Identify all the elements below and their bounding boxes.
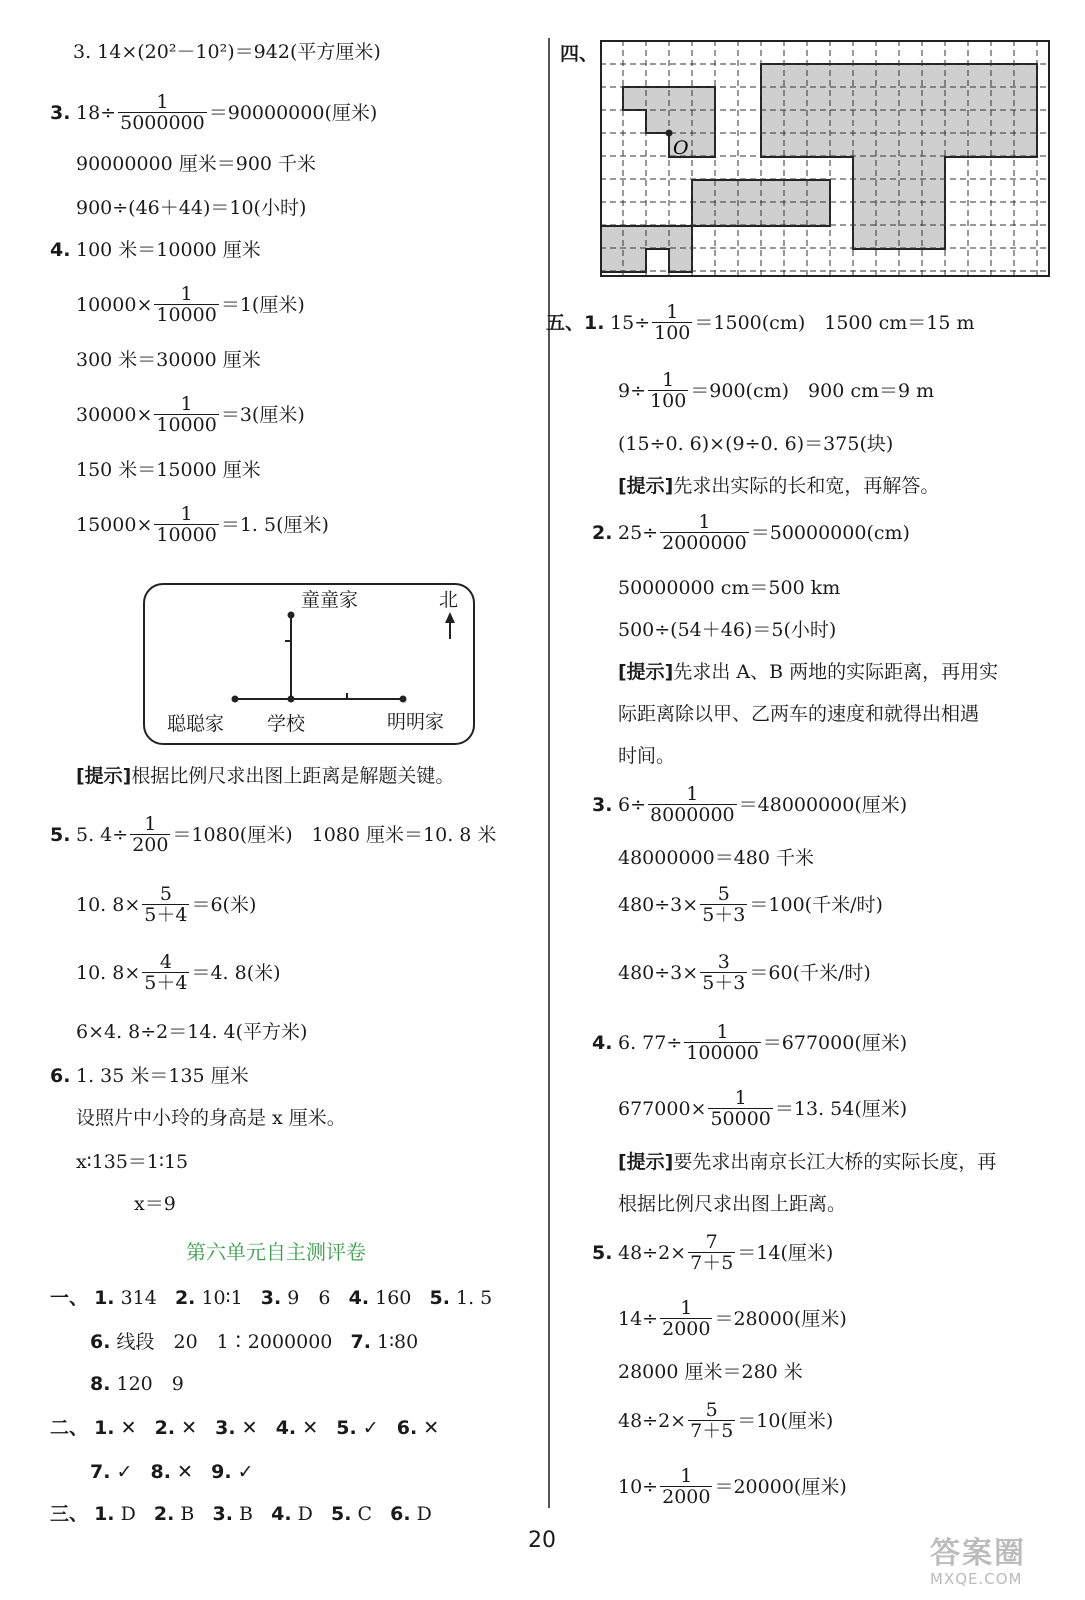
fraction xyxy=(652,302,692,343)
item-ans: ✓ xyxy=(237,1461,254,1483)
numerator: 1 xyxy=(180,283,193,305)
q5-number: 5. xyxy=(592,1241,613,1264)
denominator: 100 xyxy=(654,322,691,344)
numerator: 3 xyxy=(717,951,730,973)
numerator: 1 xyxy=(666,301,679,323)
numerator: 1 xyxy=(716,1021,729,1043)
q4-formula2 xyxy=(76,394,305,435)
fraction xyxy=(118,92,207,133)
fraction xyxy=(688,1400,735,1441)
post: ＝13. 54(厘米) xyxy=(774,1097,908,1120)
q5-formula2 xyxy=(76,884,256,925)
s1-row1 xyxy=(50,1286,492,1310)
post: ＝50000000(cm) xyxy=(750,521,910,544)
item-ans: ✕ xyxy=(177,1461,193,1483)
q3-number: 3. xyxy=(592,793,613,816)
numerator: 4 xyxy=(159,951,172,973)
item-no: 9. xyxy=(211,1461,232,1483)
post: ＝60(千米/时) xyxy=(749,961,871,984)
hint-q1 xyxy=(618,474,939,498)
fraction xyxy=(154,504,218,545)
line-area: 3. 14×(20²－10²)＝942(平方厘米) xyxy=(73,41,381,63)
numerator: 5 xyxy=(717,883,730,905)
q4-text: 100 米＝10000 厘米 xyxy=(76,239,261,261)
q5r-line3: 28000 厘米＝280 米 xyxy=(618,1361,803,1383)
fraction xyxy=(660,1298,712,1339)
item-ans: B xyxy=(180,1503,195,1525)
fraction xyxy=(648,784,737,825)
q5r-formula4 xyxy=(618,1466,847,1507)
post: ＝6(米) xyxy=(191,893,257,916)
denominator: 5000000 xyxy=(120,112,205,134)
q3r-line2: 48000000＝480 千米 xyxy=(618,847,815,869)
pre: 10. 8× xyxy=(76,893,141,916)
post: ＝20000(厘米) xyxy=(714,1475,847,1498)
hint-q4r-line2: 根据比例尺求出图上距离。 xyxy=(618,1193,847,1215)
label-mingming-home: 明明家 xyxy=(387,711,445,733)
denominator: 7＋5 xyxy=(690,1420,734,1442)
q3-formula xyxy=(50,92,377,133)
denominator: 5＋3 xyxy=(702,904,746,926)
item-no: 4. xyxy=(271,1503,292,1525)
item-no: 7. xyxy=(350,1331,371,1353)
item-no: 8. xyxy=(90,1373,111,1395)
q5-number: 5. xyxy=(50,823,71,846)
q3-number: 3. xyxy=(50,101,71,124)
hint-text: 根据比例尺求出图上距离是解题关键。 xyxy=(131,765,455,787)
numerator: 5 xyxy=(705,1399,718,1421)
denominator: 10000 xyxy=(156,414,217,436)
q3-line2: 90000000 厘米＝900 千米 xyxy=(76,153,317,175)
numerator: 1 xyxy=(180,503,193,525)
label-school: 学校 xyxy=(267,713,306,735)
item-no: 6. xyxy=(390,1503,411,1525)
q3-post: ＝90000000(厘米) xyxy=(208,101,378,124)
denominator: 10000 xyxy=(156,304,217,326)
item-ans: 314 xyxy=(120,1287,157,1309)
origin-point xyxy=(666,130,673,137)
item-no: 5. xyxy=(336,1417,357,1439)
q3-pre: 18÷ xyxy=(76,101,117,124)
map-diagram xyxy=(143,583,475,745)
post: ＝900(cm) 900 cm＝9 m xyxy=(690,379,935,402)
denominator: 7＋5 xyxy=(690,1252,734,1274)
q3-line3: 900÷(46＋44)＝10(小时) xyxy=(76,197,307,219)
label-tongtong-home: 童童家 xyxy=(301,589,359,611)
label-congcong-home: 聪聪家 xyxy=(167,713,225,735)
q6-line4: x＝9 xyxy=(134,1193,176,1215)
numerator: 5 xyxy=(159,883,172,905)
numerator: 1 xyxy=(698,511,711,533)
item-no: 2. xyxy=(154,1417,176,1439)
denominator: 5＋3 xyxy=(702,972,746,994)
numerator: 7 xyxy=(705,1231,718,1253)
s4-tag: 四、 xyxy=(560,43,599,65)
q4-line3: 300 米＝30000 厘米 xyxy=(76,349,261,371)
fraction xyxy=(660,1466,712,1507)
pre: 5. 4÷ xyxy=(76,823,129,846)
item-no: 1. xyxy=(94,1503,115,1525)
post: ＝48000000(厘米) xyxy=(738,793,908,816)
q1-number: 1. xyxy=(584,311,605,334)
fraction xyxy=(154,394,218,435)
q4-number: 4. xyxy=(50,239,71,261)
item-ans: D xyxy=(416,1503,432,1525)
denominator: 2000 xyxy=(662,1318,711,1340)
q2-line2: 50000000 cm＝500 km xyxy=(618,577,841,599)
pre: 6. 77÷ xyxy=(618,1031,683,1054)
q5-line4: 6×4. 8÷2＝14. 4(平方米) xyxy=(76,1021,308,1043)
pre: 30000× xyxy=(76,403,153,426)
q6-text: 1. 35 米＝135 厘米 xyxy=(76,1065,249,1087)
page-number: 20 xyxy=(528,1528,556,1553)
q6-number: 6. xyxy=(50,1065,71,1087)
item-no: 3. xyxy=(215,1417,236,1439)
item-ans: C xyxy=(357,1503,373,1525)
fraction xyxy=(700,884,747,925)
item-ans: ✓ xyxy=(116,1461,133,1483)
numerator: 1 xyxy=(156,91,169,113)
post: ＝1. 5(厘米) xyxy=(220,513,329,536)
pre: 14÷ xyxy=(618,1307,659,1330)
s3-tag: 三、 xyxy=(50,1503,89,1525)
origin-label: O xyxy=(673,137,689,159)
s1-tag: 一、 xyxy=(50,1287,89,1309)
denominator: 5＋4 xyxy=(144,972,188,994)
item-no: 1. xyxy=(94,1417,115,1439)
s1-row2 xyxy=(90,1330,418,1354)
item-ans: D xyxy=(297,1503,313,1525)
q2-line3: 500÷(54＋46)＝5(小时) xyxy=(618,619,837,641)
q6-line2: 设照片中小玲的身高是 x 厘米。 xyxy=(76,1107,346,1129)
post: ＝14(厘米) xyxy=(737,1241,834,1264)
s5-tag: 五、 xyxy=(546,311,585,334)
q4r-formula1 xyxy=(592,1022,907,1063)
denominator: 5＋4 xyxy=(144,904,188,926)
item-ans: 1. 5 xyxy=(456,1287,493,1309)
denominator: 200 xyxy=(132,834,169,856)
s2-row2 xyxy=(90,1460,254,1484)
item-no: 3. xyxy=(260,1287,282,1309)
q3r-formula3 xyxy=(618,952,871,993)
hint-text: 先求出实际的长和宽，再解答。 xyxy=(673,475,940,497)
denominator: 2000000 xyxy=(662,532,747,554)
hint-q4r-line1 xyxy=(618,1150,996,1174)
pre: 480÷3× xyxy=(618,961,699,984)
item-ans: B xyxy=(239,1503,253,1525)
item-ans: ✕ xyxy=(120,1417,137,1439)
pre: 15÷ xyxy=(610,311,651,334)
pre: 25÷ xyxy=(618,521,659,544)
fraction xyxy=(154,284,218,325)
pre: 9÷ xyxy=(618,379,647,402)
q5r-formula2 xyxy=(618,1298,847,1339)
fraction xyxy=(130,814,170,855)
fraction xyxy=(648,370,688,411)
item-ans: ✕ xyxy=(302,1417,319,1439)
item-no: 5. xyxy=(330,1503,352,1525)
watermark-top: 答案圈 xyxy=(930,1536,1026,1571)
numerator: 1 xyxy=(144,813,157,835)
numerator: 1 xyxy=(680,1297,693,1319)
hint-text: 先求出 A、B 两地的实际距离，再用实 xyxy=(673,661,999,683)
column-divider xyxy=(548,38,550,1508)
fraction xyxy=(660,512,749,553)
fraction xyxy=(688,1232,735,1273)
fraction xyxy=(708,1088,772,1129)
denominator: 50000 xyxy=(710,1108,771,1130)
hint-tag: [提示] xyxy=(618,661,674,683)
pre: 10000× xyxy=(76,293,153,316)
hint-q2-line2: 际距离除以甲、乙两车的速度和就得出相遇 xyxy=(618,703,980,725)
numerator: 1 xyxy=(686,783,699,805)
post: ＝1500(cm) 1500 cm＝15 m xyxy=(694,311,975,334)
denominator: 100000 xyxy=(686,1042,759,1064)
numerator: 1 xyxy=(662,369,675,391)
post: ＝1(厘米) xyxy=(220,293,305,316)
q4r-formula2 xyxy=(618,1088,907,1129)
item-ans: ✓ xyxy=(362,1417,379,1439)
numerator: 1 xyxy=(680,1465,693,1487)
item-ans: ✕ xyxy=(181,1417,198,1439)
item-ans: ✕ xyxy=(423,1417,440,1439)
item-no: 6. xyxy=(90,1331,111,1353)
s5-q1-formula2 xyxy=(618,370,934,411)
item-ans: 10∶1 xyxy=(201,1287,243,1309)
fraction xyxy=(700,952,747,993)
pre: 677000× xyxy=(618,1097,707,1120)
item-no: 5. xyxy=(429,1287,450,1309)
numerator: 1 xyxy=(734,1087,747,1109)
item-no: 4. xyxy=(275,1417,297,1439)
hint-q2-line3: 时间。 xyxy=(618,745,676,767)
fraction xyxy=(142,952,189,993)
post: ＝28000(厘米) xyxy=(714,1307,847,1330)
denominator: 8000000 xyxy=(650,804,735,826)
post: ＝4. 8(米) xyxy=(191,961,281,984)
item-no: 8. xyxy=(150,1461,171,1483)
q2-number: 2. xyxy=(592,521,613,544)
hint-tag: [提示] xyxy=(618,1151,674,1173)
q3r-formula1 xyxy=(592,784,907,825)
item-ans: 线段 20 1∶2000000 xyxy=(116,1331,333,1353)
q6-line3: x∶135＝1∶15 xyxy=(76,1151,189,1173)
post: ＝3(厘米) xyxy=(220,403,305,426)
pre: 10÷ xyxy=(618,1475,659,1498)
item-no: 3. xyxy=(212,1503,233,1525)
item-no: 4. xyxy=(348,1287,370,1309)
item-ans: D xyxy=(120,1503,136,1525)
q4-line1 xyxy=(50,238,261,262)
q5-formula3 xyxy=(76,952,281,993)
q4-formula1 xyxy=(76,284,305,325)
item-no: 1. xyxy=(94,1287,115,1309)
pre: 6÷ xyxy=(618,793,647,816)
section-title: 第六单元自主测评卷 xyxy=(186,1240,366,1264)
item-no: 7. xyxy=(90,1461,111,1483)
item-ans: 160 xyxy=(375,1287,412,1309)
item-ans: 9 6 xyxy=(287,1287,331,1309)
watermark-bottom: MXQE.COM xyxy=(930,1570,1023,1588)
label-north: 北 xyxy=(439,589,459,611)
pre: 48÷2× xyxy=(618,1409,687,1432)
denominator: 100 xyxy=(650,390,687,412)
fraction xyxy=(142,884,189,925)
s5-q1-formula1 xyxy=(546,302,975,343)
item-ans: 120 9 xyxy=(116,1373,184,1395)
item-ans: ✕ xyxy=(241,1417,258,1439)
hint-text: 要先求出南京长江大桥的实际长度，再 xyxy=(673,1151,997,1173)
pre: 10. 8× xyxy=(76,961,141,984)
q5r-formula1 xyxy=(592,1232,833,1273)
pre: 480÷3× xyxy=(618,893,699,916)
hint-tag: [提示] xyxy=(76,765,132,787)
item-no: 6. xyxy=(396,1417,418,1439)
hint-tag: [提示] xyxy=(618,475,674,497)
item-ans: 1∶80 xyxy=(377,1331,419,1353)
s2-row1 xyxy=(50,1416,439,1440)
post: ＝1080(厘米) 1080 厘米＝10. 8 米 xyxy=(172,823,497,846)
hint-q2-line1 xyxy=(618,660,998,684)
s1-row3 xyxy=(90,1372,184,1396)
fraction xyxy=(684,1022,761,1063)
q4-line5: 150 米＝15000 厘米 xyxy=(76,459,261,481)
pre: 48÷2× xyxy=(618,1241,687,1264)
post: ＝677000(厘米) xyxy=(762,1031,908,1054)
pre: 15000× xyxy=(76,513,153,536)
hint-q4 xyxy=(76,764,454,788)
q3r-formula2 xyxy=(618,884,883,925)
grid-figure xyxy=(600,40,1050,277)
post: ＝100(千米/时) xyxy=(749,893,883,916)
numerator: 1 xyxy=(180,393,193,415)
post: ＝10(厘米) xyxy=(737,1409,834,1432)
watermark-logo xyxy=(930,1538,1070,1594)
q6-line1 xyxy=(50,1064,249,1088)
s5-q1-line3: (15÷0. 6)×(9÷0. 6)＝375(块) xyxy=(618,433,894,455)
item-no: 2. xyxy=(174,1287,196,1309)
q5-formula1 xyxy=(50,814,496,855)
q4-formula3 xyxy=(76,504,329,545)
q2-formula1 xyxy=(592,512,910,553)
item-no: 2. xyxy=(153,1503,175,1525)
denominator: 10000 xyxy=(156,524,217,546)
s2-tag: 二、 xyxy=(50,1417,89,1439)
q4-number: 4. xyxy=(592,1031,613,1054)
q5r-formula3 xyxy=(618,1400,833,1441)
s3-row1 xyxy=(50,1502,432,1526)
denominator: 2000 xyxy=(662,1486,711,1508)
